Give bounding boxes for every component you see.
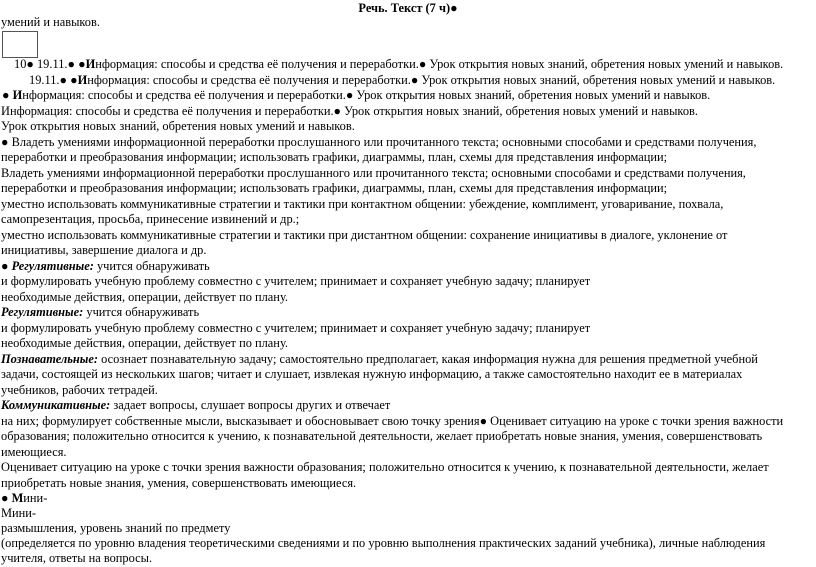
text-line: на них; формулирует собственные мысли, высказывает и обосновывает свою точку зрения● Оценивает ситуацию на уроке с точки зрения важности <box>1 414 784 428</box>
text-line: Информация: способы и средства её получения и переработки.● Урок открытия новых знаний, обретения новых умений и навыков. <box>1 104 698 118</box>
text-line: ● Владеть умениями информационной переработки прослушанного или прочитанного текста; основными способами и средствами получения, <box>1 135 757 149</box>
text-line: (определяется по уровню владения теоретическими сведениями и по уровню выполнения практических заданий учебника), личные наблюдения <box>1 536 766 550</box>
text-line: переработки и преобразования информации; использовать графики, диаграммы, план, схемы для представления информации; <box>1 181 668 195</box>
text-line: образования; положительно относится к учению, к познавательной деятельности, желает приобретать новые знания, умения, совершенствовать <box>1 429 763 443</box>
text-line: инициативы, завершение диалога и др. <box>1 243 207 257</box>
text-line: приобретать новые знания, умения, совершенствовать имеющиеся. <box>1 476 357 490</box>
text-line: ● Регулятивные: учится обнаруживать <box>1 259 210 273</box>
text-line: Урок открытия новых знаний, обретения новых умений и навыков. <box>1 119 355 133</box>
text-line: Оценивает ситуацию на уроке с точки зрения важности образования; положительно относится к учению, к познавательной деятельности, желает <box>1 460 769 474</box>
text-line: и формулировать учебную проблему совместно с учителем; принимает и сохраняет учебную задачу; планирует <box>1 274 591 288</box>
text-line: и формулировать учебную проблему совместно с учителем; принимает и сохраняет учебную задачу; планирует <box>1 321 591 335</box>
text-line: переработки и преобразования информации; использовать графики, диаграммы, план, схемы для представления информации; <box>1 150 668 164</box>
text-line: Познавательные: осознает познавательную задачу; самостоятельно предполагает, какая информация нужна для решения предметной учебной <box>1 352 758 366</box>
text-line: уместно использовать коммуникативные стратегии и тактики при дистантном общении: сохранение инициативы в диалоге, уклонение от <box>1 228 728 242</box>
text-line: самопрезентация, просьба, принесение извинений и др.; <box>1 212 300 226</box>
text-line: уместно использовать коммуникативные стратегии и тактики при контактном общении: убеждение, комплимент, уговаривание, похвала, <box>1 197 724 211</box>
text-line: размышления, уровень знаний по предмету <box>1 521 231 535</box>
text-line: учителя, ответы на вопросы. <box>1 551 153 565</box>
text-line: имеющиеся. <box>1 445 67 459</box>
table-cell-frame <box>2 31 38 58</box>
text-line: Владеть умениями информационной переработки прослушанного или прочитанного текста; основными способами и средствами получения, <box>1 166 746 180</box>
text-line: Регулятивные: учится обнаруживать <box>1 305 200 319</box>
text-line: 10● 19.11.● ●Информация: способы и средства её получения и переработки.● Урок открытия новых знаний, обретения новых умений и навыков. <box>14 57 784 71</box>
text-line: задачи, состоящей из нескольких шагов; читает и слушает, извлекая нужную информацию, а также самостоятельно находит ее в материалах <box>1 367 743 381</box>
text-line: учебников, рабочих тетрадей. <box>1 383 158 397</box>
text-line: Коммуникативные: задает вопросы, слушает вопросы других и отвечает <box>1 398 391 412</box>
text-line: необходимые действия, операции, действует по плану. <box>1 290 288 304</box>
text-line: умений и навыков. <box>1 15 100 29</box>
text-line: необходимые действия, операции, действует по плану. <box>1 336 288 350</box>
text-line: ● Мини- <box>1 491 48 505</box>
text-line: 19.11.● ●Информация: способы и средства её получения и переработки.● Урок открытия новых знаний, обретения новых умений и навыков. <box>29 73 776 87</box>
document-title: Речь. Текст (7 ч)● <box>358 1 458 15</box>
text-line: ● Информация: способы и средства её получения и переработки.● Урок открытия новых знаний, обретения новых умений и навыков. <box>2 88 711 102</box>
text-line: Мини- <box>1 506 37 520</box>
